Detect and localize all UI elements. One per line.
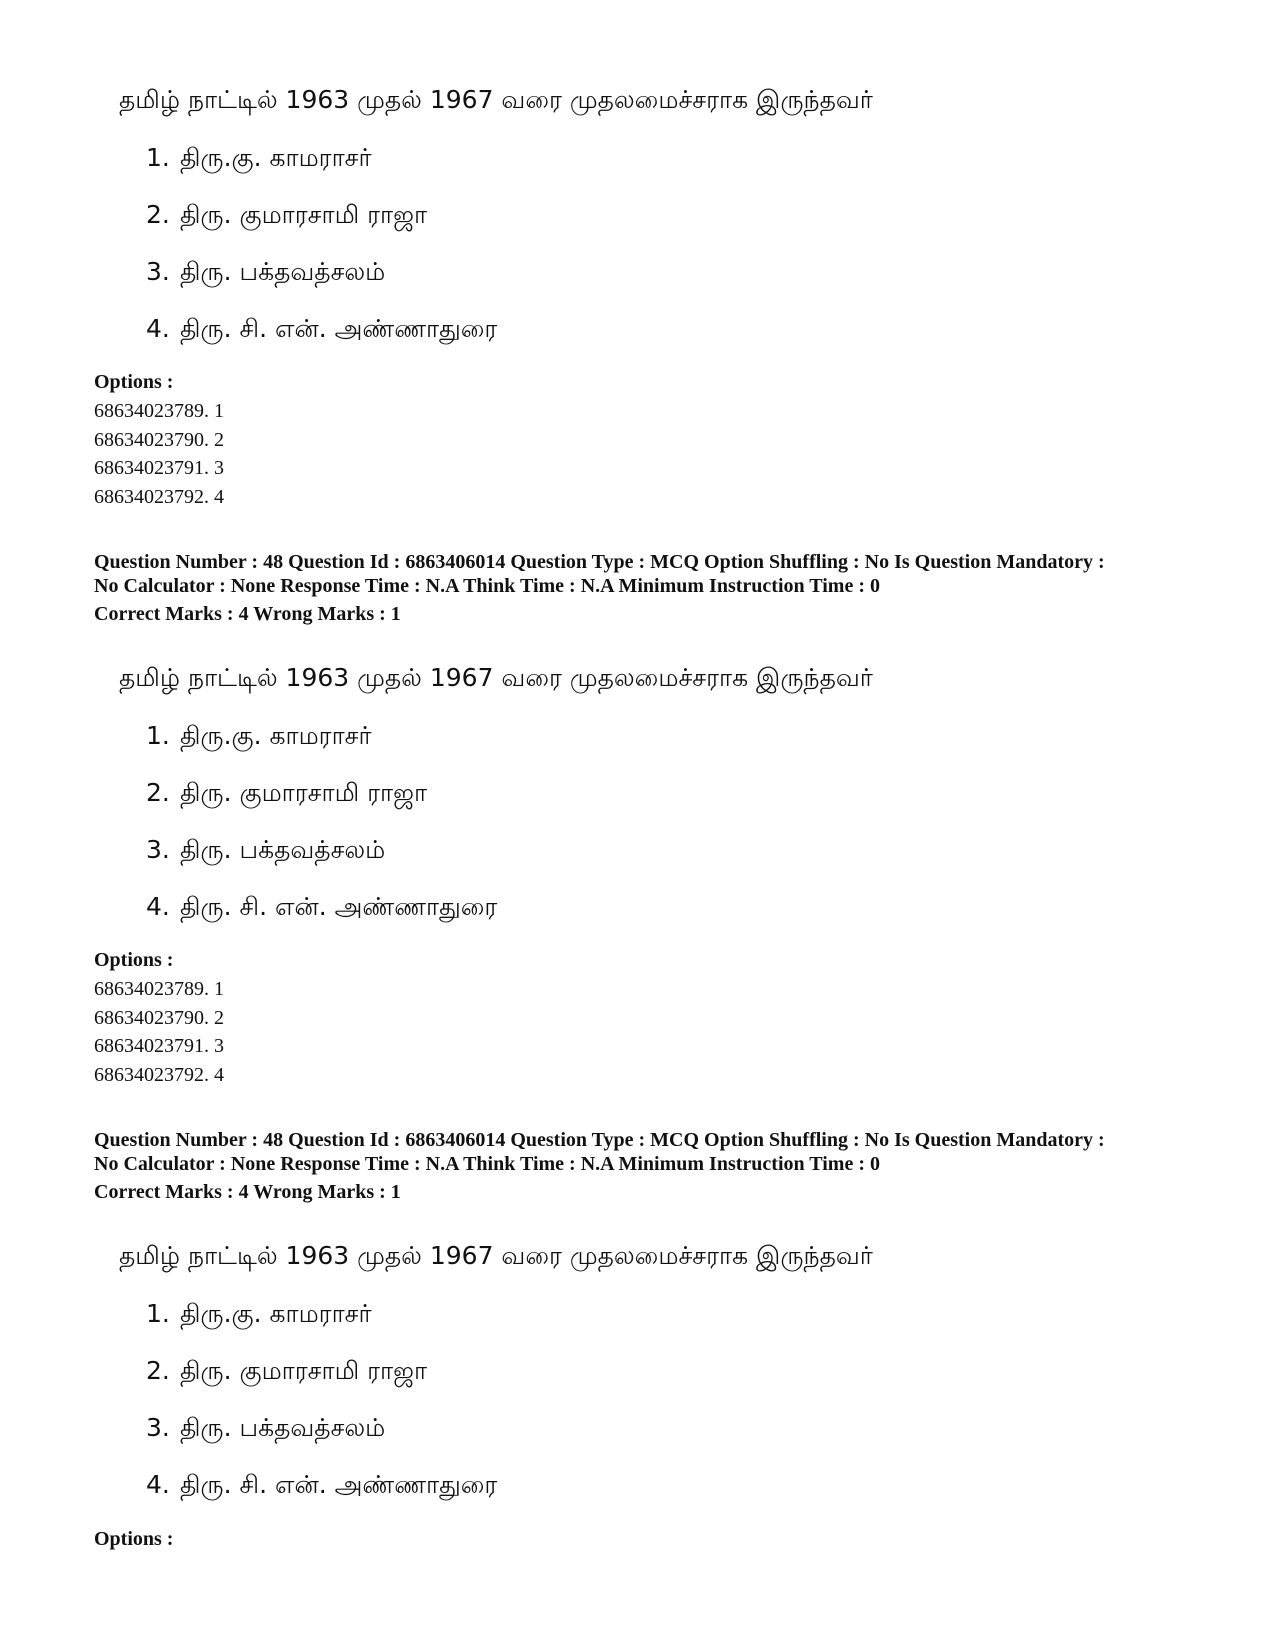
choice-text: திரு. குமாரசாமி ராஜா <box>179 200 428 229</box>
choice-number: 2. <box>146 1356 170 1385</box>
choice-number: 4. <box>146 892 170 921</box>
choice-number: 1. <box>146 721 170 750</box>
choice-text: திரு. பக்தவத்சலம் <box>179 257 386 286</box>
choice-number: 1. <box>146 1299 170 1328</box>
choice-number: 3. <box>146 1413 170 1442</box>
choice-item <box>146 200 427 230</box>
option-row: 68634023789. 1 <box>94 978 224 1000</box>
choice-number: 3. <box>146 835 170 864</box>
choice-text: திரு.கு. காமராசர் <box>179 143 372 172</box>
option-row: 68634023790. 2 <box>94 1007 224 1029</box>
choice-number: 1. <box>146 143 170 172</box>
choice-text: திரு. சி. என். அண்ணாதுரை <box>179 892 498 921</box>
choice-text: திரு. குமாரசாமி ராஜா <box>179 778 428 807</box>
choice-item <box>146 721 372 751</box>
choice-text: திரு.கு. காமராசர் <box>179 721 372 750</box>
question-meta-line: No Calculator : None Response Time : N.A Think Time : N.A Minimum Instruction Time : 0 <box>94 1153 880 1175</box>
choice-item <box>146 835 385 865</box>
options-label: Options : <box>94 949 174 971</box>
question-meta-line: Question Number : 48 Question Id : 6863406014 Question Type : MCQ Option Shuffling : No Is Question Mandatory : <box>94 1129 1105 1151</box>
option-row: 68634023790. 2 <box>94 429 224 451</box>
choice-number: 4. <box>146 1470 170 1499</box>
choice-text: திரு. குமாரசாமி ராஜா <box>179 1356 428 1385</box>
choice-number: 4. <box>146 314 170 343</box>
question-meta-line: Question Number : 48 Question Id : 6863406014 Question Type : MCQ Option Shuffling : No Is Question Mandatory : <box>94 551 1105 573</box>
option-row: 68634023789. 1 <box>94 400 224 422</box>
choice-item <box>146 1356 427 1386</box>
choice-item <box>146 1413 385 1443</box>
question-text: தமிழ் நாட்டில் 1963 முதல் 1967 வரை முதலமைச்சராக இருந்தவர் <box>119 85 873 114</box>
choice-item <box>146 892 497 922</box>
marks-line: Correct Marks : 4 Wrong Marks : 1 <box>94 603 401 625</box>
option-row: 68634023792. 4 <box>94 486 224 508</box>
option-row: 68634023791. 3 <box>94 457 224 479</box>
choice-text: திரு. சி. என். அண்ணாதுரை <box>179 1470 498 1499</box>
choice-text: திரு. சி. என். அண்ணாதுரை <box>179 314 498 343</box>
option-row: 68634023791. 3 <box>94 1035 224 1057</box>
choice-item <box>146 143 372 173</box>
question-text: தமிழ் நாட்டில் 1963 முதல் 1967 வரை முதலமைச்சராக இருந்தவர் <box>119 1241 873 1270</box>
choice-text: திரு. பக்தவத்சலம் <box>179 1413 386 1442</box>
choice-text: திரு.கு. காமராசர் <box>179 1299 372 1328</box>
choice-number: 2. <box>146 200 170 229</box>
choice-text: திரு. பக்தவத்சலம் <box>179 835 386 864</box>
option-row: 68634023792. 4 <box>94 1064 224 1086</box>
choice-number: 3. <box>146 257 170 286</box>
choice-item <box>146 257 385 287</box>
question-meta-line: No Calculator : None Response Time : N.A Think Time : N.A Minimum Instruction Time : 0 <box>94 575 880 597</box>
marks-line: Correct Marks : 4 Wrong Marks : 1 <box>94 1181 401 1203</box>
options-label: Options : <box>94 371 174 393</box>
choice-number: 2. <box>146 778 170 807</box>
options-label: Options : <box>94 1528 174 1550</box>
question-text: தமிழ் நாட்டில் 1963 முதல் 1967 வரை முதலமைச்சராக இருந்தவர் <box>119 663 873 692</box>
choice-item <box>146 778 427 808</box>
choice-item <box>146 1299 372 1329</box>
choice-item <box>146 1470 497 1500</box>
choice-item <box>146 314 497 344</box>
